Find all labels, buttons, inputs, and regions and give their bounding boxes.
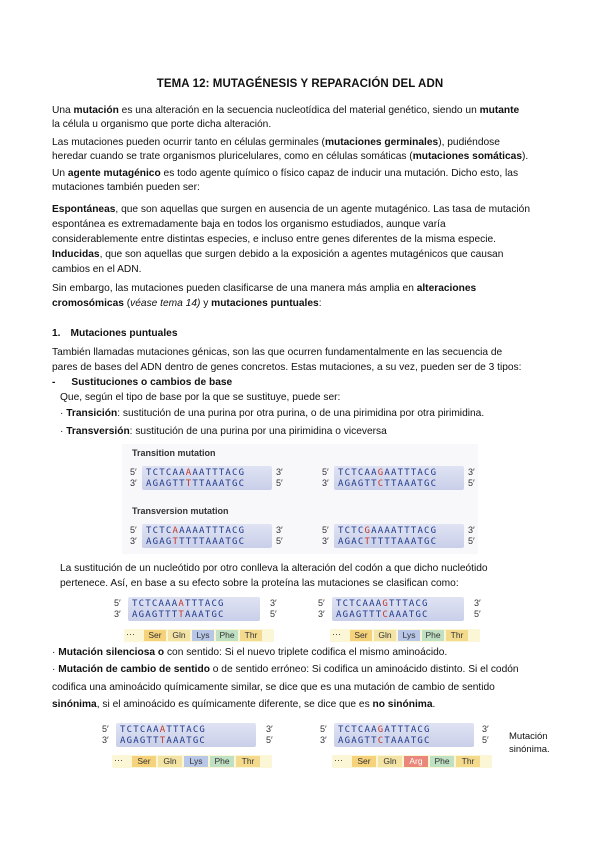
three-prime-label: 3′ bbox=[270, 598, 277, 608]
paragraph-que-segun: Que, según el tipo de base por la que se sustituye, puede ser: bbox=[60, 392, 341, 403]
five-prime-label: 5′ bbox=[474, 609, 481, 619]
paragraph-sustitucion-cont: pertenece. Así, en base a su efecto sobre la proteína las mutaciones se clasifican como: bbox=[60, 578, 459, 589]
five-prime-label: 5′ bbox=[276, 536, 283, 546]
amino-acid: Lys bbox=[184, 756, 208, 767]
bullet-transversion: · Transversión: sustitución de una purina por una pirimidina o viceversa bbox=[60, 426, 387, 437]
three-prime-label: 3′ bbox=[130, 536, 137, 546]
amino-acid: Gln bbox=[158, 756, 182, 767]
transition-title: Transition mutation bbox=[132, 448, 216, 458]
amino-acid: Phe bbox=[210, 756, 234, 767]
paragraph-espontaneas-3: considerablemente entre distintas especies, e incluso entre genes diferentes de la misma especie. bbox=[52, 234, 496, 245]
dots: ··· bbox=[126, 629, 135, 639]
five-prime-label: 5′ bbox=[468, 536, 475, 546]
subsection-heading-sustituciones: - Sustituciones o cambios de base bbox=[52, 377, 233, 388]
transversion-title: Transversion mutation bbox=[132, 506, 229, 516]
sequence-top: TCTCAAGAATTTACG bbox=[338, 468, 438, 478]
three-prime-label: 3′ bbox=[474, 598, 481, 608]
paragraph-sustitucion: La sustitución de un nucleótido por otro conlleva la alteración del codón a que dicho nucleótido bbox=[60, 563, 488, 574]
dots: ··· bbox=[334, 755, 343, 765]
amino-acid: Ser bbox=[350, 630, 372, 641]
bullet-cambio-sentido-2: codifica una aminoácido químicamente similar, se dice que es una mutación de cambio de sentido bbox=[52, 682, 495, 693]
section-heading-mutaciones-puntuales: 1. Mutaciones puntuales bbox=[52, 328, 178, 339]
amino-acid-row bbox=[124, 629, 274, 642]
paragraph-tambien: También llamadas mutaciones génicas, son las que ocurren fundamentalmente en las secuencia de bbox=[52, 347, 503, 358]
page-title: TEMA 12: MUTAGÉNESIS Y REPARACIÓN DEL ADN bbox=[156, 78, 444, 90]
paragraph-agente-cont: mutaciones también pueden ser: bbox=[52, 182, 200, 193]
bullet-silenciosa: · Mutación silenciosa o con sentido: Si el nuevo triplete codifica el mismo aminoácido. bbox=[52, 647, 448, 658]
paragraph-mutacion: Una mutación es una alteración en la secuencia nucleotídica del material genético, siendo un mutante bbox=[52, 105, 520, 116]
dots: ··· bbox=[332, 629, 341, 639]
sequence-bottom: AGAGTTCTTAAATGC bbox=[338, 479, 438, 489]
five-prime-label: 5′ bbox=[318, 598, 325, 608]
amino-acid: Ser bbox=[352, 756, 376, 767]
three-prime-label: 3′ bbox=[320, 735, 327, 745]
three-prime-label: 3′ bbox=[322, 478, 329, 488]
figure-missense-mutation bbox=[98, 722, 503, 772]
five-prime-label: 5′ bbox=[276, 478, 283, 488]
sequence-top: TCTCAAATTTACG bbox=[120, 725, 207, 735]
paragraph-inducidas-cont: cambios en el ADN. bbox=[52, 264, 142, 275]
three-prime-label: 3′ bbox=[318, 609, 325, 619]
paragraph-inducidas: Inducidas, que son aquellas que surgen debido a la exposición a agentes mutagénicos que causan bbox=[52, 249, 504, 260]
amino-acid: Ser bbox=[132, 756, 156, 767]
sequence-bottom: AGAGTTTTAAATGC bbox=[132, 610, 225, 620]
five-prime-label: 5′ bbox=[130, 525, 137, 535]
five-prime-label: 5′ bbox=[322, 525, 329, 535]
sequence-top: TCTCAAAATTTACG bbox=[132, 599, 225, 609]
five-prime-label: 5′ bbox=[322, 467, 329, 477]
amino-acid: Lys bbox=[398, 630, 420, 641]
amino-acid: Ser bbox=[144, 630, 166, 641]
sequence-bottom: AGAGTTTAAATGC bbox=[120, 736, 207, 746]
figure-transition-transversion bbox=[122, 444, 478, 554]
three-prime-label: 3′ bbox=[468, 525, 475, 535]
sequence-bottom: AGAGTTTCAAATGC bbox=[336, 610, 429, 620]
sequence-top: TCTCAAAAATTTACG bbox=[146, 526, 246, 536]
sequence-top: TCTCAAGATTTACG bbox=[338, 725, 431, 735]
amino-acid-row bbox=[332, 755, 492, 768]
figure-silent-mutation bbox=[110, 596, 500, 646]
five-prime-label: 5′ bbox=[102, 724, 109, 734]
amino-acid-row bbox=[330, 629, 480, 642]
paragraph-germinales: Las mutaciones pueden ocurrir tanto en células germinales (mutaciones germinales), pudiéndose bbox=[52, 137, 500, 148]
three-prime-label: 3′ bbox=[276, 467, 283, 477]
bullet-transicion: · Transición: sustitución de una purina por otra purina, o de una pirimidina por otra pirimidina. bbox=[60, 408, 485, 419]
five-prime-label: 5′ bbox=[482, 735, 489, 745]
five-prime-label: 5′ bbox=[114, 598, 121, 608]
paragraph-espontaneas: Espontáneas, que son aquellas que surgen en ausencia de un agente mutagénico. Las tasa de mutación bbox=[52, 204, 531, 215]
amino-acid: Phe bbox=[430, 756, 454, 767]
amino-acid: Arg bbox=[404, 756, 428, 767]
three-prime-label: 3′ bbox=[482, 724, 489, 734]
bullet-cambio-sentido: · Mutación de cambio de sentido o de sentido erróneo: Si codifica un aminoácido distinto. Si el codón bbox=[52, 664, 519, 675]
three-prime-label: 3′ bbox=[276, 525, 283, 535]
amino-acid: Phe bbox=[422, 630, 444, 641]
figure-caption: Mutación sinónima. bbox=[509, 731, 550, 755]
five-prime-label: 5′ bbox=[130, 467, 137, 477]
sequence-top: TCTCAAAAATTTACG bbox=[146, 468, 246, 478]
amino-acid: Gln bbox=[374, 630, 396, 641]
amino-acid: Gln bbox=[168, 630, 190, 641]
amino-acid: Thr bbox=[456, 756, 480, 767]
three-prime-label: 3′ bbox=[468, 467, 475, 477]
three-prime-label: 3′ bbox=[114, 609, 121, 619]
dots: ··· bbox=[114, 755, 123, 765]
sequence-bottom: AGAGTTTTTAAATGC bbox=[146, 479, 246, 489]
five-prime-label: 5′ bbox=[266, 735, 273, 745]
amino-acid: Phe bbox=[216, 630, 238, 641]
amino-acid: Thr bbox=[240, 630, 262, 641]
three-prime-label: 3′ bbox=[266, 724, 273, 734]
sequence-bottom: AGAGTTCTAAATGC bbox=[338, 736, 431, 746]
sequence-bottom: AGACTTTTTAAATGC bbox=[338, 537, 438, 547]
amino-acid: Lys bbox=[192, 630, 214, 641]
three-prime-label: 3′ bbox=[130, 478, 137, 488]
five-prime-label: 5′ bbox=[320, 724, 327, 734]
sequence-bottom: AGAGTTTTTAAATGC bbox=[146, 537, 246, 547]
paragraph-agente: Un agente mutagénico es todo agente químico o físico capaz de inducir una mutación. Dicho esto, las bbox=[52, 168, 519, 179]
amino-acid: Gln bbox=[378, 756, 402, 767]
paragraph-sin-embargo-cont: cromosómicas (véase tema 14) y mutaciones puntuales: bbox=[52, 298, 322, 309]
sequence-top: TCTCAAAGTTTACG bbox=[336, 599, 429, 609]
five-prime-label: 5′ bbox=[468, 478, 475, 488]
amino-acid: Thr bbox=[446, 630, 468, 641]
five-prime-label: 5′ bbox=[270, 609, 277, 619]
amino-acid-row bbox=[112, 755, 272, 768]
paragraph-espontaneas-2: espontánea es extremadamente baja en todos los organismo estudiados, aunque varía bbox=[52, 219, 446, 230]
paragraph-germinales-cont: heredar cuando se trate organismos pluricelulares, como en células somáticas (mutaciones somáticas). bbox=[52, 151, 529, 162]
paragraph-sin-embargo: Sin embargo, las mutaciones pueden clasificarse de una manera más amplia en alteraciones bbox=[52, 283, 477, 294]
amino-acid: Thr bbox=[236, 756, 260, 767]
three-prime-label: 3′ bbox=[322, 536, 329, 546]
sequence-top: TCTCGAAAATTTACG bbox=[338, 526, 438, 536]
paragraph-tambien-cont: pares de bases del ADN dentro de genes concretos. Estas mutaciones, a su vez, pueden ser de 3 tipos: bbox=[52, 362, 522, 373]
three-prime-label: 3′ bbox=[102, 735, 109, 745]
paragraph-mutacion-cont: la célula u organismo que porte dicha alteración. bbox=[52, 119, 272, 130]
bullet-cambio-sentido-3: sinónima, si el aminoácido es químicamente diferente, se dice que es no sinónima. bbox=[52, 699, 436, 710]
